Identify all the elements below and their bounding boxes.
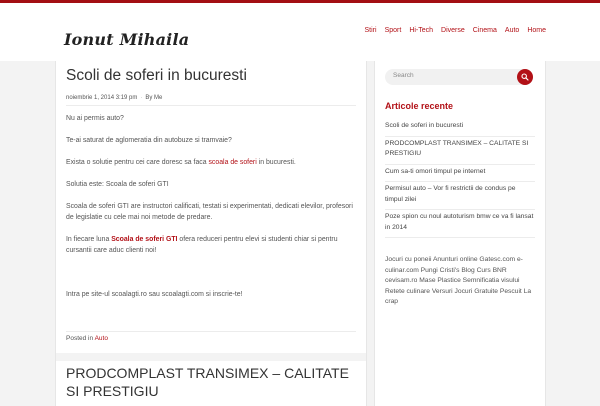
site-title[interactable]: Ionut Mihaila xyxy=(64,30,190,49)
paragraph-text: In fiecare luna xyxy=(66,236,112,243)
scoala-de-soferi-link[interactable]: scoala de soferi xyxy=(208,159,257,166)
search-form xyxy=(385,69,533,85)
recent-post-link[interactable]: Poze spion cu noul autoturism bmw ce va fi lansat in 2014 xyxy=(385,210,535,238)
recent-post-link[interactable]: Cum sa-ti omori timpul pe internet xyxy=(385,165,535,183)
post-paragraph xyxy=(66,158,356,169)
post-title[interactable]: PRODCOMPLAST TRANSIMEX – CALITATE SI PRESTIGIU xyxy=(66,365,349,399)
paragraph-text: ofera reduceri pentru elevi si studenti chiar si pentru cursantii care aduc clienti noi! xyxy=(66,236,338,254)
post-paragraph: Solutia este: Scoala de soferi GTI xyxy=(66,181,169,188)
nav-item-hi-tech[interactable]: Hi-Tech xyxy=(409,27,434,34)
search-button[interactable] xyxy=(517,69,533,85)
post-title[interactable]: Scoli de soferi in bucuresti xyxy=(66,67,247,84)
nav-item-sport[interactable]: Sport xyxy=(384,27,402,34)
post-categories xyxy=(66,335,108,342)
search-icon xyxy=(521,73,529,81)
post-paragraph xyxy=(66,235,356,256)
post-separator xyxy=(56,353,366,361)
nav-item-stiri[interactable]: Stiri xyxy=(364,27,377,34)
post-paragraph: Te-ai saturat de aglomeratia din autobuze si tramvaie? xyxy=(66,137,232,144)
posted-in-label: Posted in xyxy=(66,335,94,342)
sidebar xyxy=(374,61,546,406)
category-link-auto[interactable]: Auto xyxy=(94,335,108,342)
recent-posts-list xyxy=(385,119,535,238)
recent-post-link[interactable]: PRODCOMPLAST TRANSIMEX – CALITATE SI PRESTIGIU xyxy=(385,137,535,165)
nav-item-home[interactable]: Home xyxy=(527,27,546,34)
recent-post-link[interactable]: Permisul auto – Vor fi restrictii de condus pe timpul zilei xyxy=(385,182,535,210)
nav-item-diverse[interactable]: Diverse xyxy=(441,27,465,34)
post-paragraph: Nu ai permis auto? xyxy=(66,115,124,122)
search-input[interactable]: Search xyxy=(393,72,414,79)
post-date[interactable]: noiembrie 1, 2014 3:19 pm xyxy=(66,95,138,101)
recent-posts-title: Articole recente xyxy=(385,101,454,111)
meta-divider xyxy=(66,105,356,106)
site-header xyxy=(0,3,600,61)
post-paragraph: Intra pe site-ul scoalagti.ro sau scoalagti.com si inscrie-te! xyxy=(66,291,243,298)
recent-post-link[interactable]: Scoli de soferi in bucuresti xyxy=(385,119,535,137)
scoala-gti-link[interactable]: Scoala de soferi GTI xyxy=(111,236,178,243)
main-content xyxy=(55,61,367,406)
post-footer-divider xyxy=(66,331,356,332)
post-author[interactable]: By Me xyxy=(145,95,163,101)
post-paragraph: Scoala de soferi GTI are instructori calificati, testati si experimentati, dedicati elevilor, profesori de legislatie cu cele mai noi metode de predare. xyxy=(66,203,353,221)
paragraph-text: Exista o solutie pentru cei care doresc sa faca xyxy=(66,159,209,166)
nav-item-auto[interactable]: Auto xyxy=(504,27,520,34)
paragraph-text: in bucuresti. xyxy=(256,159,296,166)
blogroll-links[interactable]: Jocuri cu poneii Anunturi online Gatesc.com e-culinar.com Pungi Cristi's Blog Curs BNR cevisam.ro Mase Plastice Semnificatia visului Retete culinare Versuri Jocuri Gratuite Pescuit La crap xyxy=(385,256,532,305)
main-nav xyxy=(365,27,546,34)
post-meta: noiembrie 1, 2014 3:19 pm · By Me xyxy=(66,95,163,101)
nav-item-cinema[interactable]: Cinema xyxy=(472,27,497,34)
